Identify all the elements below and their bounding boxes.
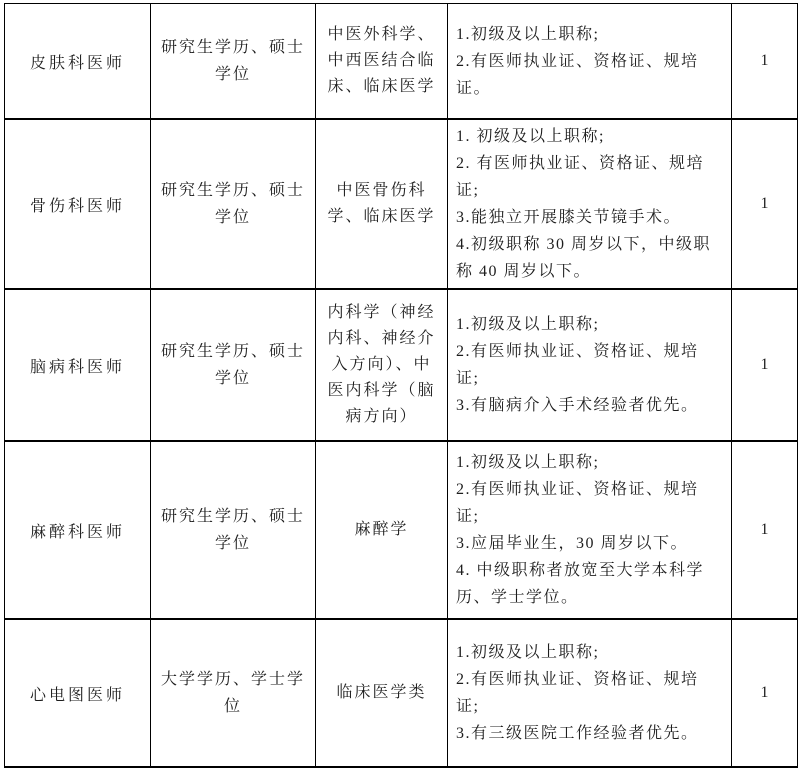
requirements-cell	[448, 289, 732, 441]
requirement-line: 3.有脑病介入手术经验者优先。	[456, 397, 699, 414]
table-row	[5, 441, 798, 619]
recruitment-table	[4, 3, 798, 768]
requirement-line: 1.初级及以上职称;	[456, 644, 600, 661]
requirement-line: 2.有医师执业证、资格证、规培证;	[456, 671, 699, 715]
count-cell: 1	[732, 119, 798, 289]
education-cell: 研究生学历、硕士学位	[151, 119, 316, 289]
requirement-line: 4.初级职称 30 周岁以下，中级职称 40 周岁以下。	[456, 236, 712, 280]
requirement-line: 3.应届毕业生，30 周岁以下。	[456, 535, 689, 552]
requirement-line: 2.有医师执业证、资格证、规培证。	[456, 52, 699, 97]
recruitment-table-container	[4, 3, 798, 768]
requirements-cell	[448, 119, 732, 289]
position-cell: 心电图医师	[5, 619, 151, 767]
count-cell: 1	[732, 441, 798, 619]
position-cell: 脑病科医师	[5, 289, 151, 441]
requirement-line: 1.初级及以上职称;	[456, 316, 600, 333]
education-cell: 研究生学历、硕士学位	[151, 4, 316, 120]
requirement-line: 4. 中级职称者放宽至大学本科学历、学士学位。	[456, 562, 705, 606]
major-cell: 中医外科学、中西医结合临床、临床医学	[316, 4, 448, 120]
major-cell: 麻醉学	[316, 441, 448, 619]
requirements-cell	[448, 441, 732, 619]
requirement-line: 1.初级及以上职称;	[456, 25, 600, 43]
education-cell: 大学学历、学士学位	[151, 619, 316, 767]
table-row	[5, 119, 798, 289]
requirement-line: 1. 初级及以上职称;	[456, 128, 605, 145]
table-row	[5, 289, 798, 441]
position-cell: 皮肤科医师	[5, 4, 151, 120]
education-cell: 研究生学历、硕士学位	[151, 441, 316, 619]
table-row	[5, 4, 798, 120]
requirements-cell	[448, 619, 732, 767]
requirement-line: 2.有医师执业证、资格证、规培证;	[456, 343, 699, 387]
table-row	[5, 619, 798, 767]
position-cell: 骨伤科医师	[5, 119, 151, 289]
count-cell: 1	[732, 619, 798, 767]
requirement-line: 3.能独立开展膝关节镜手术。	[456, 209, 682, 226]
major-cell: 内科学（神经内科、神经介入方向）、中医内科学（脑病方向）	[316, 289, 448, 441]
requirement-line: 2.有医师执业证、资格证、规培证;	[456, 481, 699, 525]
education-cell: 研究生学历、硕士学位	[151, 289, 316, 441]
requirements-cell	[448, 4, 732, 120]
major-cell: 中医骨伤科学、临床医学	[316, 119, 448, 289]
count-cell: 1	[732, 4, 798, 120]
requirement-line: 1.初级及以上职称;	[456, 454, 600, 471]
count-cell: 1	[732, 289, 798, 441]
major-cell: 临床医学类	[316, 619, 448, 767]
position-cell: 麻醉科医师	[5, 441, 151, 619]
requirement-line: 3.有三级医院工作经验者优先。	[456, 725, 699, 742]
requirement-line: 2. 有医师执业证、资格证、规培证;	[456, 155, 705, 199]
